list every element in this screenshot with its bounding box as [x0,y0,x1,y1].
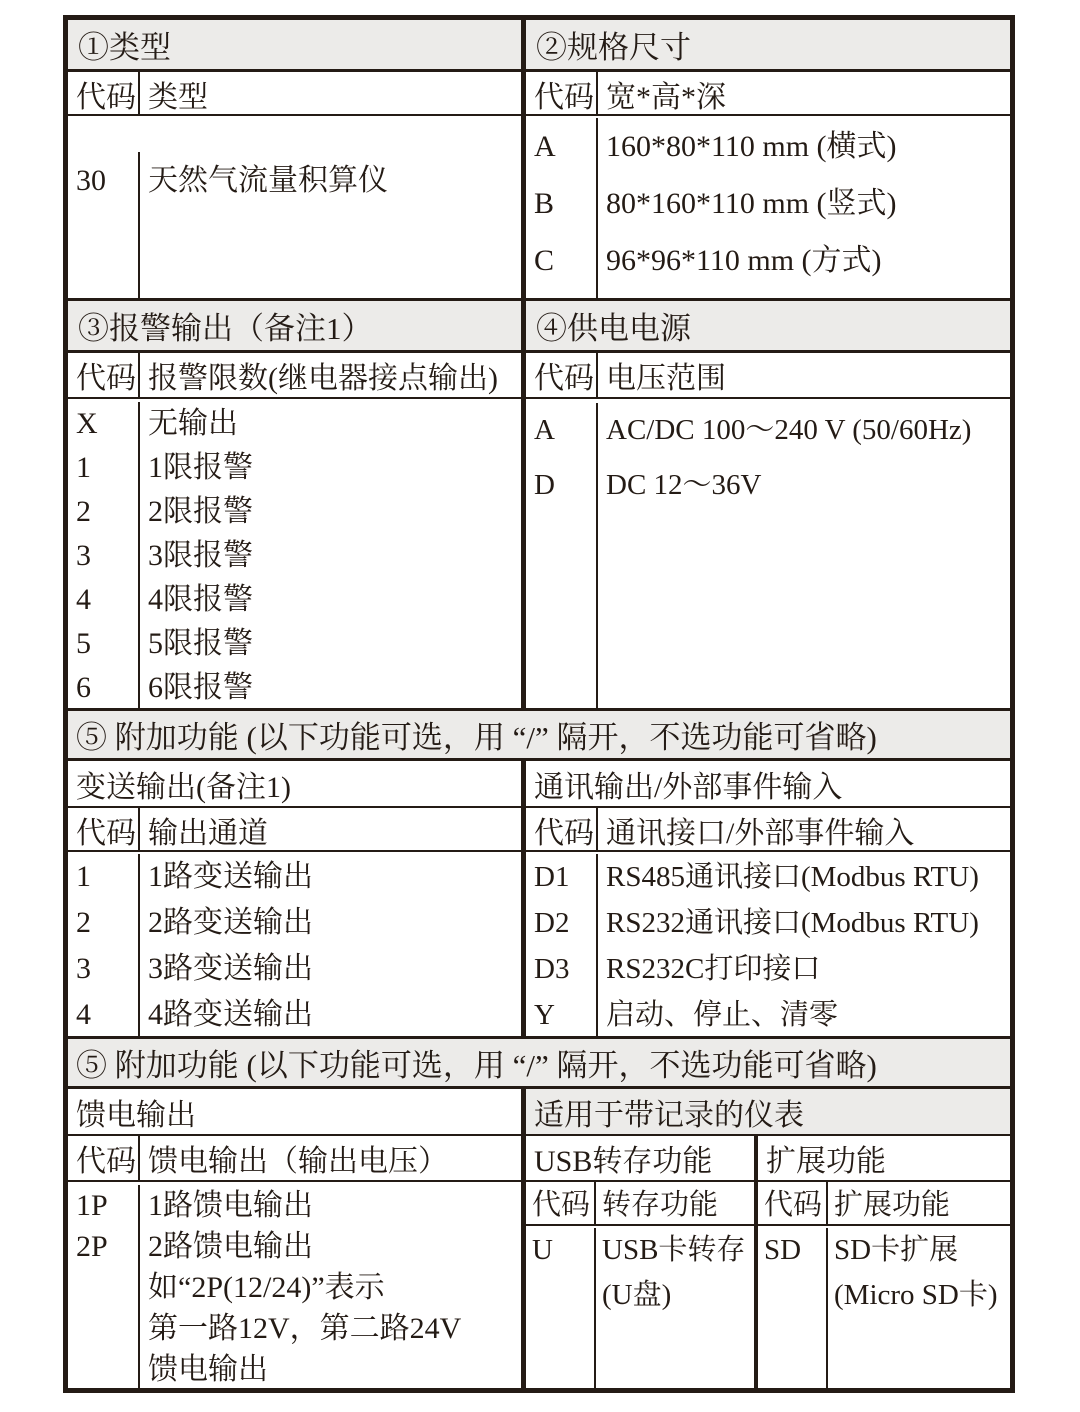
usb-cell [596,1228,754,1390]
loop-power-line: 2路馈电输出 [148,1230,313,1263]
section-loop-power [68,1089,526,1390]
usb-subheader: USB转存功能 [526,1136,754,1182]
section-communication [526,761,1010,1036]
voltage-cell [598,403,1010,708]
section-alarm [68,301,526,708]
loop-power-header: 馈电输出 [68,1089,521,1136]
alarm-cell [140,402,521,708]
code-value: D2 [534,907,570,939]
section-alarm-column-header [68,353,521,399]
extension-cell [828,1228,1010,1390]
alarm-value: 1限报警 [148,451,253,484]
section-type-title: ①类型 [68,20,521,72]
code-value: U [532,1234,553,1266]
alarm-value: 2限报警 [148,495,253,528]
extension-body [758,1226,1010,1390]
code-column-header: 代码 [526,808,598,850]
channel-cell [140,854,521,1036]
record-instrument-header: 适用于带记录的仪表 [526,1089,1010,1136]
usb-value-line: USB卡转存 [602,1234,746,1266]
code-cell [758,1228,828,1390]
code-value: D3 [534,953,570,985]
extension-value-line: SD卡扩展 [834,1234,959,1266]
interface-value: RS232通讯接口(Modbus RTU) [606,907,979,939]
band-alarm-power [68,298,1010,708]
code-cell [526,118,598,298]
code-value: X [76,407,98,440]
record-subsections [526,1136,1010,1390]
interface-value: RS232C打印接口 [606,953,821,985]
band-type-size [68,20,1010,298]
interface-value: 启动、停止、清零 [606,999,839,1031]
section-retransmission [68,761,526,1036]
size-value: 80*160*110 mm (竖式) [606,187,897,220]
size-value: 160*80*110 mm (横式) [606,130,897,163]
code-cell [68,152,140,298]
channel-column-header: 输出通道 [148,817,268,850]
code-value: 1 [76,451,91,484]
loop-power-line: 第一路12V，第二路24V [148,1312,462,1345]
retransmission-header: 变送输出(备注1) [68,761,521,808]
size-cell [598,118,1010,298]
usb-column-header [526,1182,754,1226]
loop-power-column-header [68,1136,521,1182]
extension-column-header [758,1182,1010,1226]
section-type [68,20,526,298]
channel-value: 2路变送输出 [148,906,313,939]
code-cell [526,854,598,1036]
code-cell [526,1228,596,1390]
additional-functions-banner: ⑤ 附加功能 (以下功能可选，用 “/” 隔开，不选功能可省略) [68,708,1010,758]
retransmission-column-header [68,808,521,852]
section-record-instrument [526,1089,1010,1390]
code-column-header: 代码 [758,1182,828,1224]
voltage-column-header: 电压范围 [606,362,726,395]
interface-column-header: 通讯接口/外部事件输入 [606,817,915,850]
alarm-column-header: 报警限数(继电器接点输出) [148,362,498,395]
type-column-header: 类型 [148,81,208,114]
channel-value: 3路变送输出 [148,952,313,985]
size-column-header: 宽*高*深 [606,81,726,114]
band-retrans-comm [68,758,1010,1036]
extension-value-line: (Micro SD卡) [834,1279,998,1311]
code-value: 3 [76,539,91,572]
section-power-body [526,399,1010,708]
code-column-header: 代码 [526,72,598,114]
code-column-header: 代码 [526,353,598,397]
usb-body [526,1226,754,1390]
extension-subheader: 扩展功能 [758,1136,1010,1182]
ordering-spec-table [63,15,1015,1393]
loop-power-cell [140,1185,521,1390]
subsection-usb [526,1136,758,1390]
loop-power-line: 馈电输出 [148,1353,268,1386]
code-column-header: 代码 [68,353,140,397]
code-column-header: 代码 [68,72,140,114]
section-size-title: ②规格尺寸 [526,20,1010,72]
loop-power-line: 1路馈电输出 [148,1189,313,1222]
channel-value: 1路变送输出 [148,860,313,893]
loop-power-line: 如“2P(12/24)”表示 [148,1271,385,1304]
code-cell [68,1185,140,1390]
usb-function-header: 转存功能 [602,1189,719,1221]
code-value: D1 [534,861,570,893]
alarm-value: 3限报警 [148,539,253,572]
code-value: C [534,244,555,277]
code-cell [68,854,140,1036]
section-power-title: ④供电电源 [526,301,1010,353]
loop-power-body [68,1182,521,1390]
code-cell [526,403,598,708]
size-value: 96*96*110 mm (方式) [606,244,882,277]
section-alarm-body [68,399,521,708]
interface-value: RS485通讯接口(Modbus RTU) [606,861,979,893]
code-value: D [534,469,555,501]
code-value: B [534,187,555,220]
section-size [526,20,1010,298]
code-value: SD [764,1234,802,1266]
section-power [526,301,1010,708]
section-alarm-title: ③报警输出（备注1） [68,301,521,353]
code-value: 4 [76,998,91,1031]
subsection-extension [758,1136,1010,1390]
interface-cell [598,854,1010,1036]
code-column-header: 代码 [68,808,140,850]
loop-power-label-header: 馈电输出（输出电压） [148,1145,448,1178]
code-value: A [534,414,555,446]
extension-function-header: 扩展功能 [834,1189,951,1221]
communication-header: 通讯输出/外部事件输入 [526,761,1010,808]
voltage-value: DC 12～36V [606,469,762,501]
type-cell [140,152,521,298]
section-size-body [526,116,1010,298]
code-value: 1 [76,860,91,893]
channel-value: 4路变送输出 [148,998,313,1031]
code-value: 1P [76,1189,108,1222]
code-value: Y [534,999,555,1031]
alarm-value: 5限报警 [148,627,253,660]
code-value: 6 [76,671,91,704]
code-value: 2 [76,906,91,939]
code-value: 30 [76,164,106,197]
code-value: 5 [76,627,91,660]
additional-functions-banner-2: ⑤ 附加功能 (以下功能可选，用 “/” 隔开，不选功能可省略) [68,1036,1010,1086]
alarm-value: 4限报警 [148,583,253,616]
usb-value-line: (U盘) [602,1279,672,1311]
code-value: 3 [76,952,91,985]
code-value: 2P [76,1230,108,1263]
section-power-column-header [526,353,1010,399]
alarm-value: 6限报警 [148,671,253,704]
code-value: 4 [76,583,91,616]
type-value: 天然气流量积算仪 [148,164,388,197]
voltage-value: AC/DC 100～240 V (50/60Hz) [606,414,972,446]
section-size-column-header [526,72,1010,116]
code-value: 2 [76,495,91,528]
alarm-value: 无输出 [148,407,238,440]
section-type-column-header [68,72,521,116]
section-type-body [68,116,521,298]
communication-column-header [526,808,1010,852]
communication-body [526,852,1010,1036]
code-column-header: 代码 [68,1136,140,1180]
band-power-supply-record [68,1086,1010,1390]
code-value: A [534,130,556,163]
retransmission-body [68,852,521,1036]
code-cell [68,402,140,708]
code-column-header: 代码 [526,1182,596,1224]
